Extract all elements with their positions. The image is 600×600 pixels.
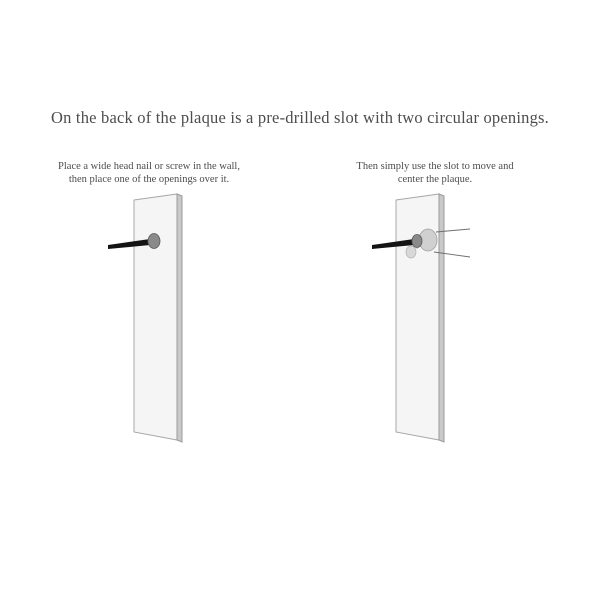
left-plaque-illustration	[108, 194, 182, 442]
right-plaque-illustration	[372, 194, 470, 442]
page-title: On the back of the plaque is a pre-drilled slot with two circular openings.	[51, 108, 549, 127]
left-plaque-edge	[177, 194, 182, 442]
panel-right-caption-line1: Then simply use the slot to move and	[356, 161, 514, 172]
left-nail-head	[148, 234, 160, 249]
panel-left-caption-line2: then place one of the openings over it.	[68, 174, 230, 185]
panel-right-caption-line2: center the plaque.	[397, 174, 473, 185]
panel-left-caption-line1: Place a wide head nail or screw in the wall,	[58, 161, 240, 172]
left-plaque-face	[134, 194, 177, 440]
right-nail-head	[412, 235, 422, 248]
